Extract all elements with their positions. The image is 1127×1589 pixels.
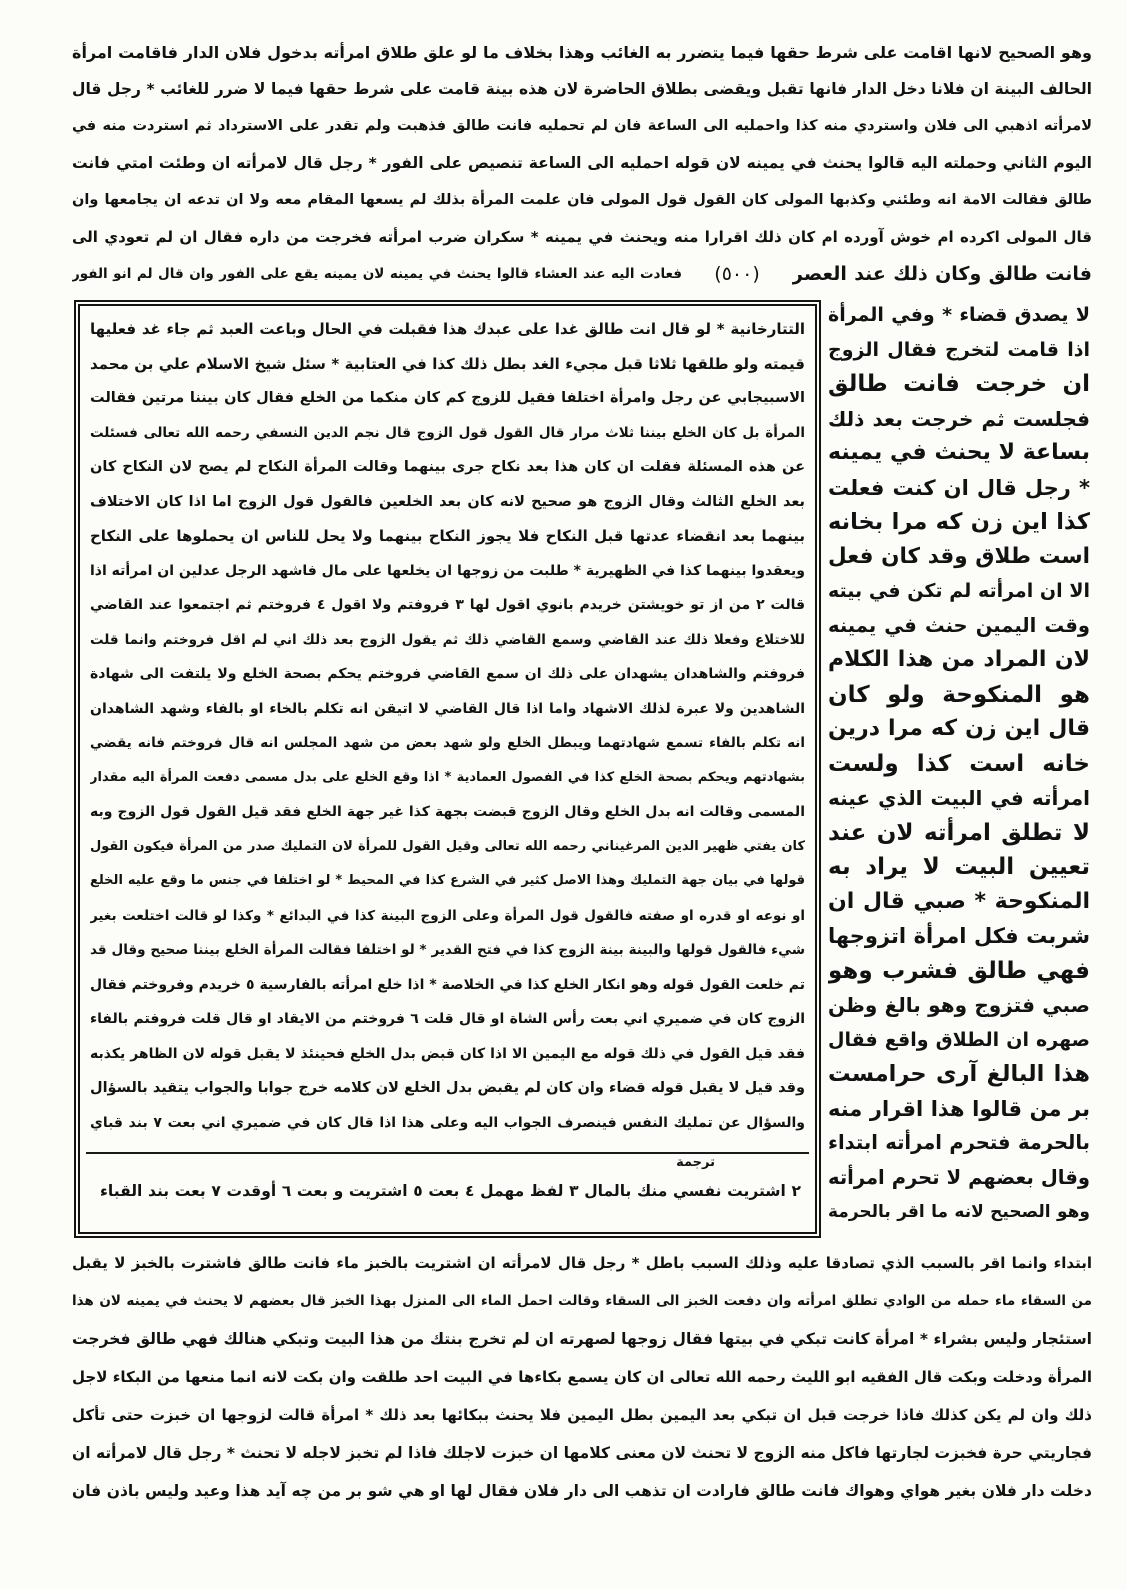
top-text-line: لامرأته اذهبي الى فلان واستردي منه كذا واحمليه الى الساعة فان لم تحمليه فانت طالق فذهبت ولم تقدر على الاسترداد ثم استردت منه في	[72, 118, 1092, 134]
main-text-line: التتارخانية * لو قال انت طالق غدا على عبدك هذا فقبلت في الحال وباعت العبد ثم جاء غد فعليها	[90, 320, 805, 338]
main-text-line: تم خلعت القول قوله وهو انكار الخلع كذا في الخلاصة * اذا خلع امرأته بالفارسية ٥ خريدم وفروختم فقال	[90, 976, 805, 993]
main-text-line: الشاهدين ولا عبرة لذلك الاشهاد واما اذا قال القاضي لا اتيقن انه تكلم بالخاء او بالفاء وشهد الشاهدان	[90, 700, 805, 717]
top-text-line: طالق فقالت الامة انه وطئني وكذبها المولى كان القول قول المولى فان علمت المرأة بذلك لم يسعها المقام معه ولا ان تدعه ان يجامعها وان	[72, 192, 1092, 208]
margin-text-line: هذا البالغ آرى حرامست	[828, 1061, 1090, 1087]
footnote-line: ٢ اشتريت نفسي منك بالمال ٣ لفظ مهمل ٤ بعت ٥ اشتريت و بعت ٦ أوقدت ٧ بعت بند القباء	[100, 1182, 801, 1200]
main-text-line: قولها في بيان جهة التمليك وهذا الاصل كثير في الشرع كذا في المحيط * لو اختلفا في جنس ما وقع عليه الخلع	[90, 873, 805, 888]
top-text-line: اليوم الثاني وحملته اليه قالوا يحنث في يمينه لان قوله احمليه الى الساعة تنصيص على الفور * رجل قال لامرأته ان وطئت امتي فانت	[72, 154, 1092, 172]
top-text-block	[72, 34, 1092, 293]
margin-text-line: بساعة لا يحنث في يمينه	[828, 440, 1090, 465]
main-text-line: والسؤال عن تمليك النفس فينصرف الجواب اليه وعلى هذا اذا قال كان في ضميري اني بعت ٧ بند قباي	[90, 1114, 805, 1131]
main-text-line: المرأة بل كان الخلع بيننا ثلاث مرار قال القول قول الزوج قال نجم الدين النسفي رحمه الله تعالى فسئلت	[90, 424, 805, 441]
bottom-text-line: استئجار وليس بشراء * امرأة كانت تبكي في بيتها فقال زوجها لصهرته ان لم تخرج بنتك من هذا البيت وتبكي هنالك فهي طالق فخرجت	[72, 1330, 1092, 1348]
main-text-line: عن هذه المسئلة فقلت ان كان هذا بعد نكاح جرى بينهما وقالت المرأة النكاح لم يصح لان النكاح كان	[90, 459, 805, 475]
margin-text-column	[828, 298, 1090, 1230]
margin-text-line: وقت اليمين حنث في يمينه	[828, 613, 1090, 637]
page-number: (٥٠٠)	[714, 263, 760, 285]
main-text-line: فقد قيل القول في ذلك قوله مع اليمين الا اذا كان قبض بدل الخلع فحينئذ لا يقبل قوله لان الظاهر يكذبه	[90, 1045, 805, 1062]
bottom-text-line: ابتداء وانما اقر بالسبب الذي تصادقا عليه وذلك السبب باطل * رجل قال لامرأته ان اشتريت بالخبز ماء فانت طالق فاشترت بالخبز لا يقبل	[72, 1254, 1092, 1272]
margin-text-line: صهره ان الطلاق واقع فقال	[828, 1028, 1090, 1051]
margin-text-line: بالحرمة فتحرم امرأته ابتداء	[828, 1131, 1090, 1154]
bottom-text-line: ذلك وان لم يكن كذلك فاذا خرجت قبل ان تبكي بعد اليمين بطل اليمين فلا يحنث ببكائها بعد ذلك * امرأة قالت لزوجها ان خبزت حتى تأكل	[72, 1406, 1092, 1424]
main-text-line: الزوج كان في ضميري اني بعت رأس الشاة او قال قلت ٦ فروختم من الايقاد او قال قلت فروفتم بالفاء	[90, 1011, 805, 1027]
margin-text-line: فجلست ثم خرجت بعد ذلك	[828, 406, 1090, 431]
main-text-line: قيمته ولو طلقها ثلاثا قبل مجيء الغد بطل ذلك كذا في العتابية * سئل شيخ الاسلام علي بن محمد	[90, 354, 805, 373]
margin-text-line: شربت فكل امرأة اتزوجها	[828, 924, 1090, 948]
top-text-line: الحالف البينة ان فلانا دخل الدار فانها تقبل ويقضى بطلاق الحاضرة لان هذه بينة قامت على شرط حقها فيما لا ضرر للغائب * رجل قال	[72, 80, 1092, 98]
main-text-line: وقد قيل لا يقبل قوله قضاء وان كان لم يقبض بدل الخلع لان كلامه خرج جوابا والجواب يتقيد بالسؤال	[90, 1080, 805, 1096]
main-text-line: شيء فالقول قولها والبينة بينة الزوج كذا في فتح القدير * لو اختلفا فقالت المرأة الخلع بيننا صحيح وقال قد	[90, 942, 805, 958]
margin-text-line: است طلاق وقد كان فعل	[828, 543, 1090, 569]
bottom-text-block	[72, 1244, 1092, 1510]
bottom-text-line: من السقاء ماء حمله من الوادي تطلق امرأته وان دفعت الخبز الى السقاء وقالت احمل الماء الى المنزل بهذا الخبز قال بعضهم لا يحنث في يمينه لان هذا	[72, 1293, 1092, 1309]
main-text-line: للاختلاع وفعلا ذلك عند القاضي وسمع القاضي ذلك ثم يقول الزوج بعد ذلك اني لم اقل فروختم وانما قلت	[90, 631, 805, 648]
bottom-text-line: المرأة ودخلت وبكت قال الفقيه ابو الليث رحمه الله تعالى ان كان يسمع بكاءها في البيت احد طلقت وان بكت لانه انما منعها من البكاء لاجل	[72, 1368, 1092, 1386]
translation-label: ترجمة	[676, 1155, 715, 1170]
top-text-line: وهو الصحيح لانها اقامت على شرط حقها فيما يتضرر به الغائب وهذا بخلاف ما لو علق طلاق امرأته بدخول فلان الدار فاقامت امرأة	[72, 43, 1092, 62]
margin-text-line: كذا اين زن كه مرا بخانه	[828, 509, 1090, 535]
footnote-divider	[86, 1152, 809, 1154]
main-text-line: بعد الخلع الثالث وقال الزوج هو صحيح لانه كان بعد الخلعين فالقول قول الزوج اما اذا كان الاختلاف	[90, 493, 805, 510]
margin-text-line: قال اين زن كه مرا درين	[828, 716, 1090, 741]
bottom-text-line: دخلت دار فلان بغير هواي وهواك فانت طالق فارادت ان تذهب الى دار فلان فقال لها او هي شو بر من چه آيد هذا وعيد وليس باذن فان	[72, 1482, 1092, 1500]
main-text-line: كان يفتي ظهير الدين المرغيناني رحمه الله تعالى وقيل القول للمرأة لان التمليك صدر من المرأة فيكون القول	[90, 838, 805, 854]
margin-text-line: تعيين البيت لا يراد به	[828, 854, 1090, 880]
margin-text-line: بر من قالوا هذا اقرار منه	[828, 1096, 1090, 1121]
margin-text-line: المنكوحة * صبي قال ان	[828, 888, 1090, 914]
margin-text-line: فهي طالق فشرب وهو	[828, 957, 1090, 984]
top-last-line-left-text: فعادت اليه عند العشاء قالوا يحنث في يمينه لان يمينه يقع على الفور وان قال لم انو الفور	[72, 266, 682, 282]
margin-text-line: لا يصدق قضاء * وفي المرأة	[828, 304, 1090, 326]
main-text-line: انه تكلم بالفاء تسمع شهادتهما ويبطل الخلع ولو شهد بعض من شهد المجلس انه قال فروختم فانه يقضي	[90, 735, 805, 751]
margin-text-line: اذا قامت لتخرج فقال الزوج	[828, 338, 1090, 361]
margin-text-line: امرأته في البيت الذي عينه	[828, 786, 1090, 810]
margin-text-line: هو المنكوحة ولو كان	[828, 681, 1090, 708]
margin-text-line: وهو الصحيح لانه ما اقر بالحرمة	[828, 1202, 1090, 1222]
main-text-line: المسمى وقالت انه بدل الخلع وقال الزوج قبضت بجهة كذا غير جهة الخلع فقد قيل القول قول الزوج وبه	[90, 804, 805, 820]
margin-text-line: ان خرجت فانت طالق	[828, 371, 1090, 397]
top-last-line	[72, 256, 1092, 293]
margin-text-line: لان المراد من هذا الكلام	[828, 647, 1090, 672]
margin-text-line: صبي فتزوج وهو بالغ وظن	[828, 993, 1090, 1017]
main-text-line: بينهما بعد انقضاء عدتها قبل النكاح فلا يجوز النكاح بينهما ولا يحل للناس ان يحملوها على النكاح	[90, 527, 805, 545]
main-text-line: بشهادتهم ويحكم بصحة الخلع كذا في الفصول العمادية * اذا وقع الخلع على بدل مسمى دفعت المرأة اليه مقدار	[90, 769, 805, 785]
top-last-line-right-text: فانت طالق وكان ذلك عند العصر	[792, 263, 1092, 285]
margin-text-line: وقال بعضهم لا تحرم امرأته	[828, 1165, 1090, 1189]
main-text-line: قالت ٢ من از تو خويشتن خريدم بانوي اقول لها ٣ فروفتم ولا اقول ٤ فروختم ثم اجتمعوا عند القاضي	[90, 597, 805, 613]
main-text-line: الاسبيجابي عن رجل وامرأة اختلفا فقيل للزوج كم كان منكما من الخلع فقال كان بيننا مرتين فقالت	[90, 390, 805, 406]
margin-text-line: خانه است كذا ولست	[828, 750, 1090, 777]
margin-text-line: الا ان امرأته لم تكن في بيته	[828, 580, 1090, 602]
framed-text-box	[74, 300, 821, 1238]
main-text-line: او نوعه او قدره او صفته فالقول قول المرأة وعلى الزوج البينة كذا في البدائع * وكذا لو قالت اختلعت بغير	[90, 907, 805, 924]
main-text-line: ويعقدوا بينهما كذا في الظهيرية * طلبت من زوجها ان يخلعها على مال فاشهد الرجل عدلين ان امرأته اذا	[90, 562, 805, 579]
framed-text-lines	[90, 312, 805, 1140]
margin-text-line: * رجل قال ان كنت فعلت	[828, 475, 1090, 500]
main-text-line: فروفتم والشاهدان يشهدان على ذلك ان سمع القاضي فروختم يحكم بصحة الخلع ولا يلتفت الى شهادة	[90, 666, 805, 682]
bottom-text-line: فجاريتي حرة فخبزت لجارتها فاكل منه الزوج لا تحنث لان معنى كلامها ان خبزت لاجلك فاذا لم تخبز لاجله لا تحنث * رجل قال لامرأته ان	[72, 1444, 1092, 1462]
margin-text-line: لا تطلق امرأته لان عند	[828, 819, 1090, 846]
top-text-line: قال المولى اكرده ام خوش آورده ام كان ذلك اقرارا منه ويحنث في يمينه * سكران ضرب امرأته فخرجت من داره فقال ان لم تعودي الى	[72, 228, 1092, 246]
